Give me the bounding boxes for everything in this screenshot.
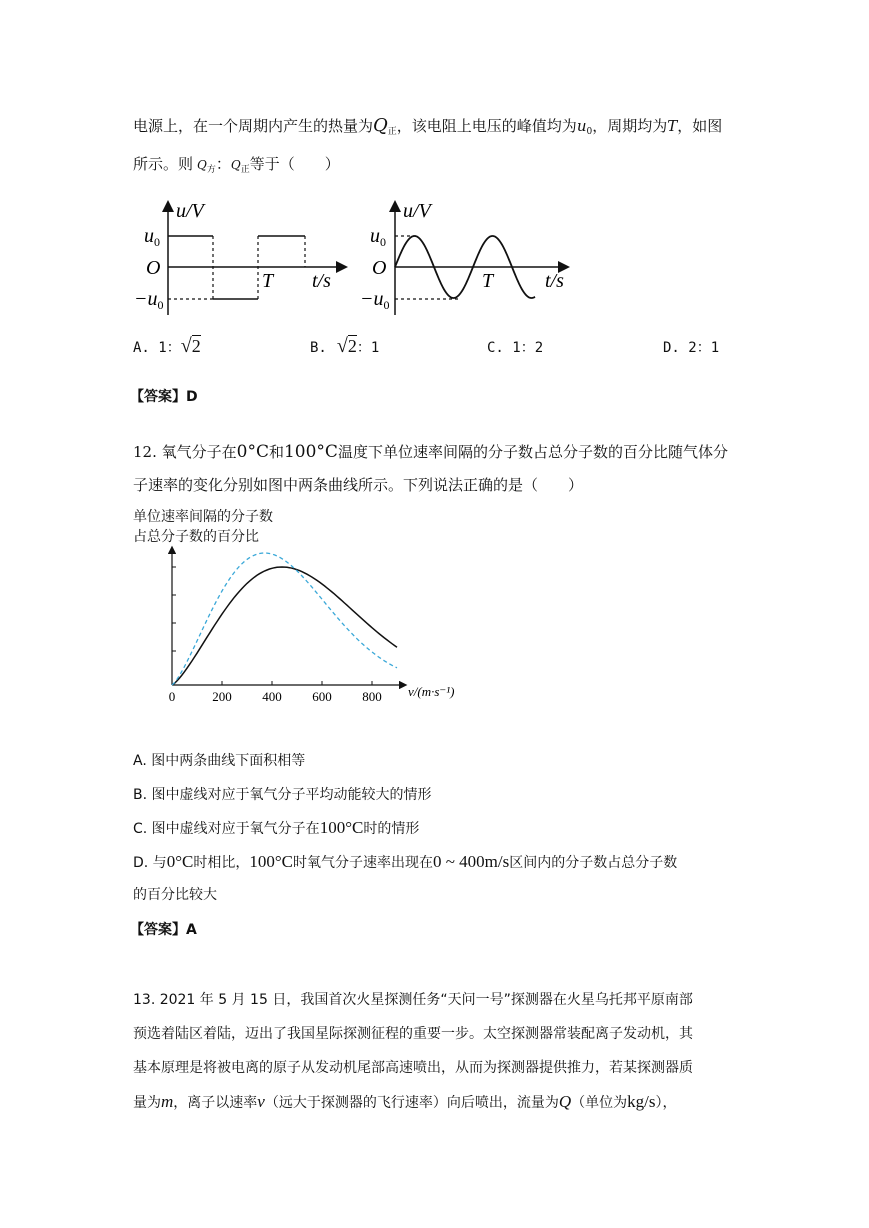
temperature: 100°C [249, 852, 293, 871]
radicand: 2 [191, 336, 201, 356]
q-symbol: Q [197, 158, 207, 172]
chart-ylabel-line2: 占总分子数的百分比 [133, 529, 259, 545]
q11-option-b[interactable]: B. √2：1 [310, 335, 380, 357]
q11-option-d[interactable]: D. 2：1 [663, 340, 720, 356]
q-symbol: Q [230, 158, 241, 172]
t-symbol: T [667, 117, 678, 135]
x-tick-label: 200 [212, 689, 232, 704]
q-symbol: Q [373, 115, 388, 136]
option-d-text: 时氧气分子速率出现在 [292, 855, 433, 871]
x-tick-label: 800 [362, 689, 382, 704]
y-axis-label: u/V [176, 200, 204, 222]
answer-label: 【答案】 [130, 922, 186, 938]
t-period-label: T [482, 270, 494, 292]
q13-text: 量为 [133, 1095, 161, 1111]
q12-line-1 [133, 441, 728, 463]
option-b-prefix: B. [310, 340, 327, 356]
t-period-label: T [262, 270, 274, 292]
q11-line-1 [133, 115, 722, 143]
q13-line-1: 13. 2021 年 5 月 15 日，我国首次火星探测任务“天问一号”探测器在火星乌托邦平原南部 [133, 992, 693, 1008]
speed-distribution-chart [155, 545, 470, 710]
q12-option-d-line2: 的百分比较大 [133, 887, 217, 903]
u-subscript: 0 [586, 127, 593, 137]
temperature: 100°C [283, 442, 338, 462]
u-symbol: u [576, 117, 587, 135]
q12-line-2: 子速率的变化分别如图中两条曲线所示。下列说法正确的是（ ） [133, 476, 584, 494]
q11-text: 电源上，在一个周期内产生的热量为 [133, 117, 374, 135]
speed-range: 0 ~ 400m/s [432, 852, 510, 871]
q11-line-2 [133, 153, 340, 181]
neg-u0-label: $-u_0$ [360, 288, 390, 312]
x-axis-label: t/s [545, 270, 564, 292]
option-a-text: A. 1： [133, 340, 181, 356]
colon: ： [215, 155, 231, 173]
q13-line-2: 预选着陆区着陆，迈出了我国星际探测征程的重要一步。太空探测器常装配离子发动机，其 [133, 1026, 693, 1042]
q12-answer [130, 919, 197, 941]
q-subscript: 方 [206, 165, 216, 175]
v-symbol: v [257, 1092, 265, 1111]
u0-label: $u_0$ [370, 225, 386, 249]
q13-text: ）， [655, 1095, 677, 1111]
option-d-text: 区间内的分子数占总分子数 [509, 855, 678, 871]
q11-option-a[interactable]: A. 1：√2 [133, 335, 201, 357]
q13-text: （单位为 [571, 1095, 628, 1111]
q11-text: ，周期均为 [592, 117, 668, 135]
x-tick-label: 0 [168, 689, 176, 704]
answer-value: D [186, 389, 198, 405]
q12-option-d[interactable] [133, 851, 677, 874]
option-c-text: C. 图中虚线对应于氧气分子在 [133, 821, 320, 837]
q-subscript: 正 [240, 165, 250, 175]
q13-line-3: 基本原理是将被电离的原子从发动机尾部高速喷出，从而为探测器提供推力，若某探测器质 [133, 1060, 693, 1076]
curve-solid [172, 567, 397, 685]
answer-value: A [186, 922, 197, 938]
x-tick-label: 600 [312, 689, 332, 704]
option-d-text: D. 与 [133, 855, 167, 871]
temperature: 0°C [236, 442, 269, 462]
q12-option-c[interactable] [133, 817, 419, 840]
sine-wave-graph [362, 195, 577, 320]
square-wave-graph [134, 195, 360, 320]
m-symbol: m [161, 1092, 174, 1111]
q11-text: ，该电阻上电压的峰值均为 [396, 117, 577, 135]
origin-label: O [146, 257, 161, 279]
radicand: 2 [347, 336, 357, 356]
q13-text: （远大于探测器的飞行速率）向后喷出，流量为 [264, 1095, 559, 1111]
q12-option-b[interactable]: B. 图中虚线对应于氧气分子平均动能较大的情形 [133, 787, 432, 803]
q11-text: 等于（ ） [249, 155, 340, 173]
origin-label: O [372, 257, 387, 279]
q12-text: 和 [268, 443, 284, 461]
q11-option-c[interactable]: C. 1：2 [487, 340, 544, 356]
q13-line-4 [133, 1091, 676, 1114]
q11-text: ，如图 [677, 117, 723, 135]
y-axis-label: u/V [403, 200, 431, 222]
q12-text: 12. 氧气分子在 [133, 443, 237, 461]
option-c-text: 时的情形 [363, 821, 420, 837]
q11-answer [130, 386, 198, 408]
q11-text: 所示。则 [133, 155, 194, 173]
u0-label: $u_0$ [144, 225, 160, 249]
q-symbol: Q [558, 1092, 572, 1111]
temperature: 100°C [319, 818, 364, 837]
option-b-suffix: ：1 [356, 340, 380, 356]
answer-label: 【答案】 [130, 389, 186, 405]
neg-u0-label: $-u_0$ [134, 288, 164, 312]
chart-xlabel: v/(m·s⁻¹) [408, 684, 455, 699]
q12-text: 温度下单位速率间隔的分子数占总分子数的百分比随气体分 [337, 443, 728, 461]
unit: kg/s [627, 1092, 656, 1111]
temperature: 0°C [166, 852, 194, 871]
q12-option-a[interactable]: A. 图中两条曲线下面积相等 [133, 753, 306, 769]
option-d-text: 时相比， [193, 855, 250, 871]
x-axis-label: t/s [312, 270, 331, 292]
q13-text: ，离子以速率 [173, 1095, 258, 1111]
x-tick-label: 400 [262, 689, 282, 704]
q-subscript: 正 [387, 127, 397, 137]
chart-ylabel-line1: 单位速率间隔的分子数 [133, 509, 273, 525]
